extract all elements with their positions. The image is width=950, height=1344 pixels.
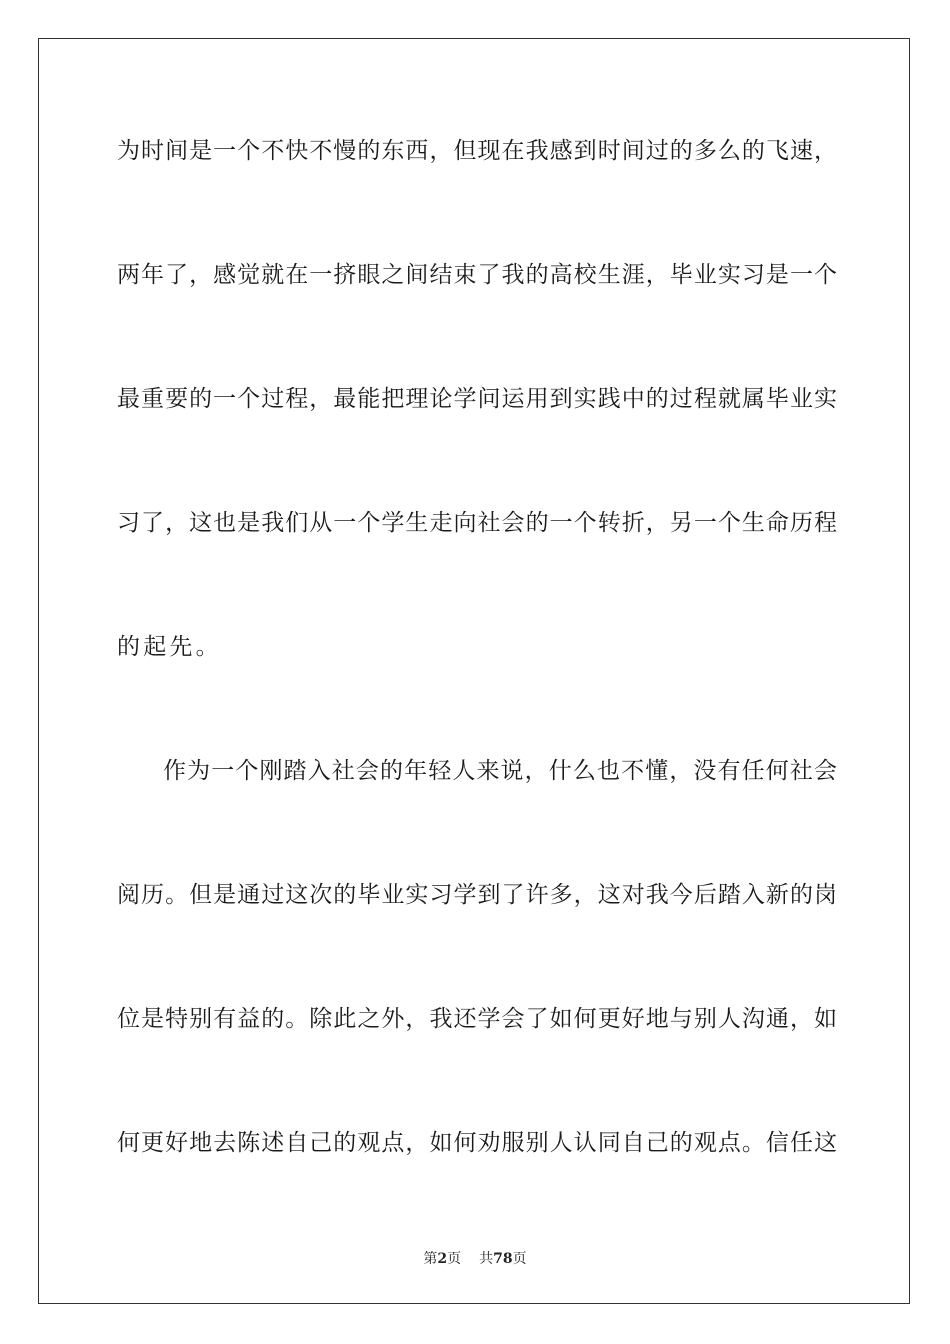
text-line-9: 何更好地去陈述自己的观点，如何劝服别人认同自己的观点。信任这 bbox=[117, 1130, 837, 1156]
footer-total-suffix: 页 bbox=[512, 1251, 527, 1267]
text-line-4: 习了，这也是我们从一个学生走向社会的一个转折，另一个生命历程 bbox=[117, 510, 837, 536]
text-line-1: 为时间是一个不快不慢的东西，但现在我感到时间过的多么的飞速， bbox=[117, 138, 837, 164]
page-footer bbox=[0, 1248, 950, 1268]
footer-total-number: 78 bbox=[493, 1251, 513, 1267]
footer-total-prefix: 共 bbox=[479, 1251, 494, 1267]
text-line-6: 作为一个刚踏入社会的年轻人来说，什么也不懂，没有任何社会 bbox=[163, 758, 837, 784]
text-line-3: 最重要的一个过程，最能把理论学问运用到实践中的过程就属毕业实 bbox=[117, 386, 837, 412]
text-line-7: 阅历。但是通过这次的毕业实习学到了许多，这对我今后踏入新的岗 bbox=[117, 882, 837, 908]
text-line-5: 的起先。 bbox=[117, 634, 222, 660]
footer-page-number: 2 bbox=[437, 1251, 448, 1267]
page-border bbox=[38, 38, 910, 1304]
footer-page-suffix: 页 bbox=[447, 1251, 462, 1267]
text-line-2: 两年了，感觉就在一挤眼之间结束了我的高校生涯，毕业实习是一个 bbox=[117, 262, 837, 288]
text-line-8: 位是特别有益的。除此之外，我还学会了如何更好地与别人沟通，如 bbox=[117, 1006, 837, 1032]
footer-page-prefix: 第 bbox=[423, 1251, 438, 1267]
